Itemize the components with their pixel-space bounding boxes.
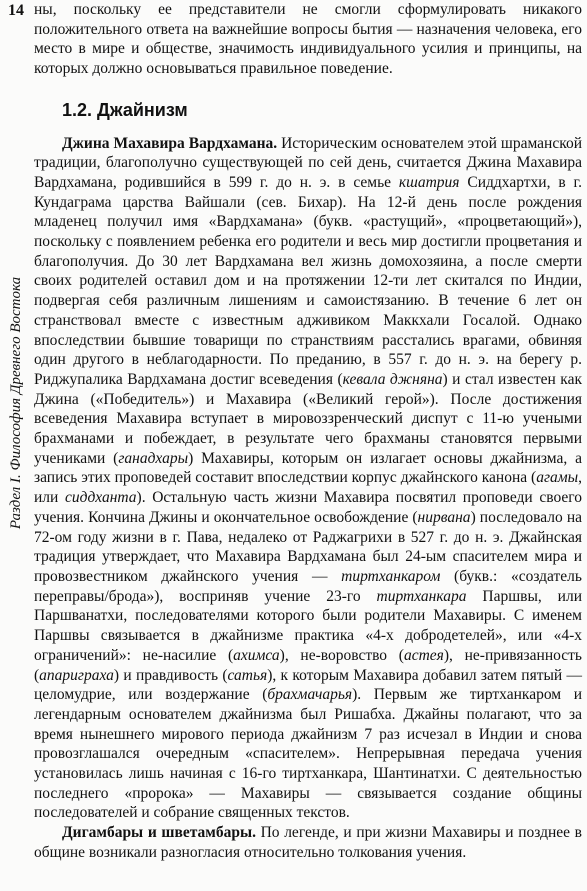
page-body (34, 0, 582, 863)
term: нирвана (417, 508, 471, 526)
text-run: ) последовало на 72-ом году жизни в г. Пава, недалеко от Раджагрихи в 527 г. до н. э. Джайнская традиция утверждает, что Махавира Вардхамана был 24-ым спасителем мира и провозвестником джайнского учения — (34, 508, 582, 585)
text-run: ), не-воровство ( (279, 646, 404, 664)
text-run: ). Первым же тиртханкаром и легендарным основателем джайнизма был Ришабха. Джайны полагают, что за время нынешнего мирового периода джайнизм 7 раз исчезал в Индии и снова провозглашался очередным «спасителем». Непрерывная передача учения установилась лишь начиная с 16-го тиртханкара, Шантинатхи. С деятельностью последнего «пророка» — Махавиры — связывается создание общины последователей и собрание священных текстов. (34, 686, 583, 822)
text-run: ) Махавиры, которым он излагает основы джайнизма, а запись этих проповедей составит впоследствии корпус джайнского канона ( (34, 449, 582, 487)
term: кевала джняна (342, 370, 443, 388)
paragraph-mahavira (34, 134, 582, 824)
section-heading: 1.2. Джайнизм (62, 99, 188, 120)
term: сатья (227, 666, 268, 684)
text-run: , или (34, 469, 582, 507)
text-run: Историческим основателем этой шраманской традиции, благополучно существующей по сей день, считается Джина Махавира Вардхамана, родившийся в 599 г. до н. э. в семье (34, 134, 582, 191)
text-run: ) и правдивость ( (113, 666, 228, 684)
term: астея (403, 646, 444, 664)
text-run: ). Остальную часть жизни Махавира посвятил проповеди своего учения. Кончина Джины и окончательное освобождение ( (34, 489, 582, 526)
text-run: Паршвы, или Паршванатхи, последователями которого были родители Махавиры. С именем Паршвы связывается в джайнизме практика «4-х добродетелей», или «4-х ограничений»: не-насилие ( (34, 587, 582, 664)
term: апариграха (39, 666, 114, 684)
text-run: ) и стал известен как Джина («Победитель») и Махавира («Великий герой»). После достижения всеведения Махавира вступает в мировоззренческий диспут с 11-ю учеными брахманами и побеждает, в результате чего брахманы становятся первыми учениками ( (34, 370, 582, 467)
term: ахимса (233, 646, 280, 664)
text-run: По легенде, и при жизни Махавиры и позднее в общине возникали разногласия относительно толкования учения. (34, 824, 583, 861)
term: кшатрия (398, 173, 460, 191)
running-header: Раздел I. Философия Древнего Востока (8, 276, 24, 530)
text-run: (букв.: «создатель переправы/брода»), восприняв учение 23-го (34, 567, 582, 605)
term: агамы (536, 469, 579, 487)
paragraph-digambara (34, 823, 582, 862)
term: тиртханкара (376, 587, 467, 605)
paragraph-lead: Джина Махавира Вардхамана. (62, 134, 278, 152)
text-run: Сиддхартхи, в г. Кундаграма царства Вайшали (сев. Бихар). На 12-й день после рождения младенец получил имя «Вардхамана» (букв. «растущий», «процветающий»), поскольку с появлением ребенка его родители и весь мир достигли процветания и благополучия. До 30 лет Вардхамана вел жизнь домохозяина, а после смерти своих родителей оставил дом и на протяжении 12-ти лет скитался по Индии, подвергая себя различным лишениям и самоистязанию. В течение 6 лет он странствовал вместе с известным адживиком Маккхали Госалой. Однако впоследствии бывшие товарищи по странствиям расстались врагами, обвиняя один другого в неблагодарности. По преданию, в 557 г. до н. э. на берегу р. Риджупалика Вардхамана достиг всеведения ( (34, 173, 582, 388)
text-run: ), не-привязанность ( (34, 646, 583, 684)
term: тиртханкаром (341, 567, 441, 585)
paragraph-lead: Дигамбары и шветамбары. (62, 824, 256, 842)
intro-paragraph: ны, поскольку ее представители не смогли сформулировать никакого положительного ответа на важнейшие вопросы бытия — назначения человека, его место в мире и обществе, значимость индивидуального усилия и принципы, на которых должно основываться правильное поведение. (34, 1, 582, 78)
text-run: ), к которым Махавира добавил затем пятый — целомудрие, или воздержание ( (34, 666, 582, 704)
term: брахмачарья (267, 686, 353, 704)
term: сиддханта (64, 489, 137, 507)
page-number: 14 (8, 2, 24, 19)
term: ганадхары (118, 449, 189, 467)
